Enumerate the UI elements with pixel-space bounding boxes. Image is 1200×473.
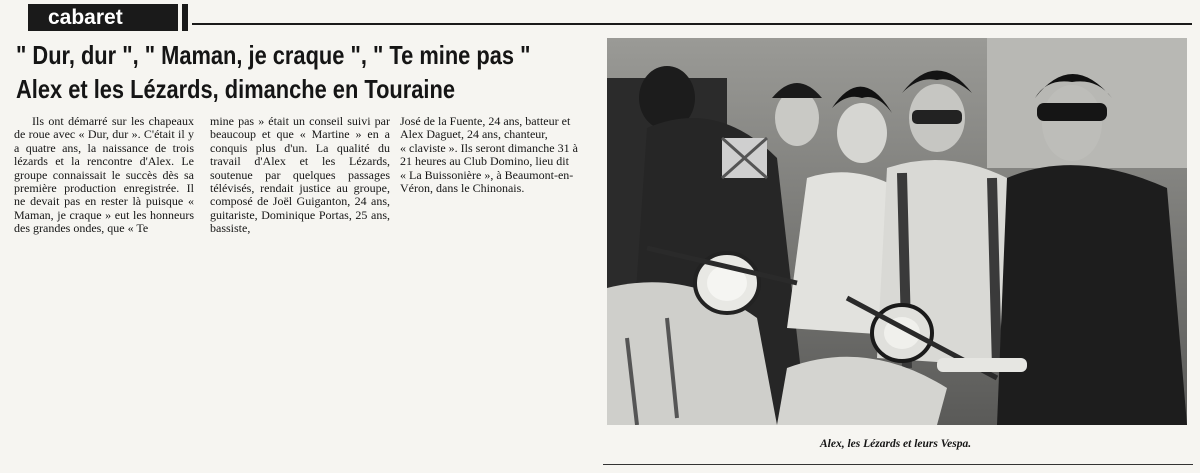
section-label: cabaret [28,4,178,31]
article-line: Alex Daguet, 24 ans, chanteur, [400,127,548,142]
article-line: 21 heures au Club Domino, lieu dit [400,154,569,169]
article-line: José de la Fuente, 24 ans, batteur et [400,114,571,128]
article-text-1: Ils ont démarré sur les chapeaux de roue avec « Dur, dur ». C'était il y a quatre ans, la naissance de trois lézards et la rencontre d'Alex. Le groupe connaissait le succès dès sa première production enregistrée. Il ne devait pas en rester là puisque « Maman, je craque » eut les honneurs des grandes ondes, que « Te [14,114,194,236]
caption-rule [603,464,1193,465]
article-line: « claviste ». Ils seront dimanche 31 à [400,140,578,155]
headline [16,38,531,106]
article-column-1 [14,115,194,236]
article-column-2 [210,115,390,236]
article-text-2: mine pas » était un conseil suivi par beaucoup et que « Martine » en a conquis plus d'un. La qualité du travail d'Alex et les Lézards, soutenue par quelques passages télévisés, rendait justice au groupe, composé de Joël Guiganton, 24 ans, guitariste, Dominique Portas, 25 ans, bassiste, [210,114,390,236]
section-tab-marker [182,4,188,31]
photo-caption: Alex, les Lézards et leurs Vespa. [820,438,972,450]
article-line: « La Buissonière », à Beaumont-en- [400,167,574,182]
band-photo [607,38,1187,425]
headline-line-2: Alex et les Lézards, dimanche en Touraine [16,74,455,104]
header-rule [192,23,1192,25]
photo-illustration [607,38,1187,425]
article-line: Véron, dans le Chinonais. [400,181,525,196]
article-column-3 [400,115,586,195]
headline-line-1: " Dur, dur ", " Maman, je craque ", " Te mine pas " [16,40,531,70]
